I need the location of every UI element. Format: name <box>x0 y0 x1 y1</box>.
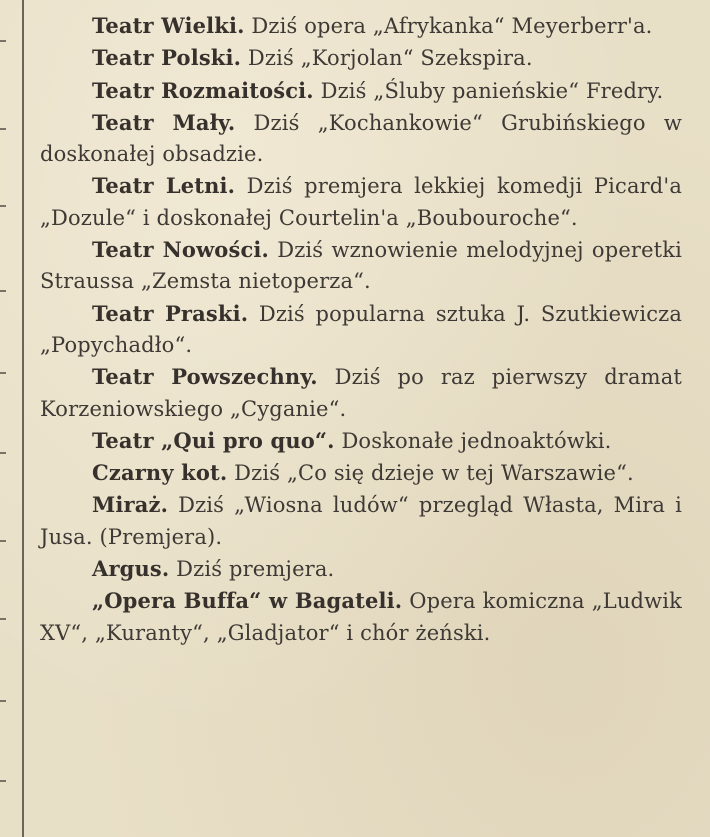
listing-text: Dziś premjera. <box>176 557 335 582</box>
listing-name: Teatr Rozmaitości. <box>92 77 314 103</box>
listing-name: Teatr Powszechny. <box>92 364 318 390</box>
listing-text: Dziś „Co się dzieje w tej Warszawie“. <box>234 461 634 486</box>
listing-name: Teatr „Qui pro quo“. <box>92 427 335 453</box>
listing-name: Czarny kot. <box>92 460 228 486</box>
listing-name: „Opera Buffa“ w Bagateli. <box>92 588 403 614</box>
listing-text: Dziś „Korjolan“ Szekspira. <box>247 46 533 71</box>
listing-teatr-powszechny <box>40 361 682 425</box>
listing-teatr-rozmaitosci <box>40 75 682 107</box>
listing-name: Teatr Praski. <box>92 300 249 326</box>
listing-name: Miraż. <box>92 492 169 518</box>
listing-text: Dziś premjera lekkiej komedji Picard'a „Dozule“ i doskonałej Courtelin'a „Boubouroche“. <box>40 174 682 230</box>
listing-teatr-wielki <box>40 10 682 42</box>
listing-teatr-praski <box>40 298 682 362</box>
listing-opera-buffa <box>40 585 682 649</box>
listing-czarny-kot <box>40 457 682 489</box>
listing-teatr-nowosci <box>40 234 682 298</box>
listing-qui-pro-quo <box>40 425 682 457</box>
listing-name: Teatr Letni. <box>92 173 236 199</box>
listing-text: Dziś po raz pierwszy dramat Korzeniowskiego „Cyganie“. <box>40 365 682 421</box>
listing-miraz <box>40 489 682 553</box>
listing-teatr-letni <box>40 170 682 234</box>
listing-text: Opera komiczna „Ludwik XV“, „Kuranty“, „Gladjator“ i chór żeński. <box>40 589 683 645</box>
listing-text: Dziś „Wiosna ludów“ przegląd Własta, Mira i Jusa. (Premjera). <box>40 493 682 549</box>
listing-text: Dziś „Śluby panieńskie“ Fredry. <box>320 78 664 103</box>
listing-text: Dziś „Kochankowie“ Grubińskiego w doskonałej obsadzie. <box>40 110 682 167</box>
listing-argus <box>40 553 682 585</box>
listing-text: Doskonałe jednoaktówki. <box>341 428 612 453</box>
listing-name: Teatr Nowości. <box>92 237 269 263</box>
left-edge-marks <box>0 0 8 837</box>
column-divider <box>22 0 24 837</box>
listing-name: Teatr Wielki. <box>92 13 245 38</box>
listing-name: Argus. <box>92 556 170 582</box>
theatre-listings <box>40 10 682 649</box>
listing-text: Dziś wznowienie melodyjnej operetki Straussa „Zemsta nietoperza“. <box>40 238 682 294</box>
listing-name: Teatr Mały. <box>92 109 236 135</box>
listing-text: Dziś opera „Afrykanka“ Meyerberr'a. <box>251 14 653 38</box>
listing-name: Teatr Polski. <box>92 45 242 71</box>
listing-text: Dziś popularna sztuka J. Szutkiewicza „Popychadło“. <box>40 301 682 357</box>
listing-teatr-maly <box>40 107 682 171</box>
listing-teatr-polski <box>40 42 682 74</box>
